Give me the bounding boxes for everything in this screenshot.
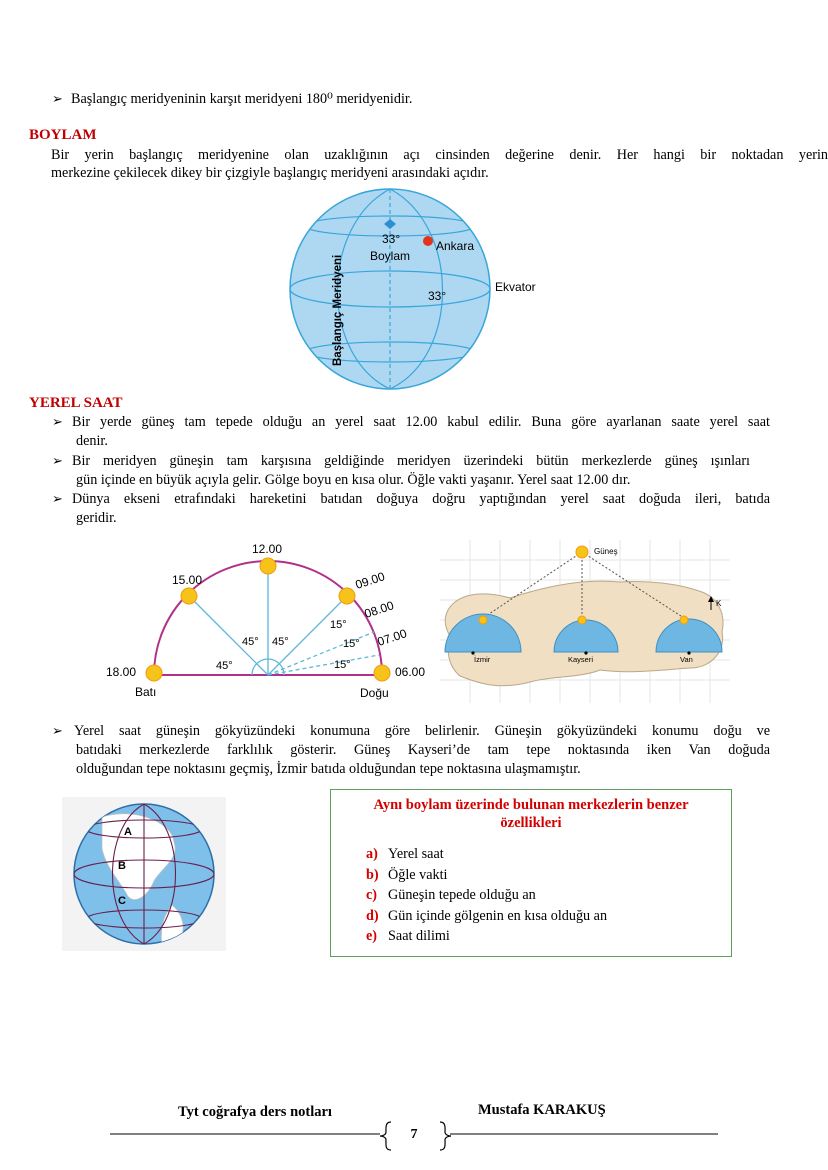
angle-45-center-right: 45° [272,636,289,648]
longitude-globe-figure [280,186,550,392]
time-1500: 15.00 [172,573,203,587]
boylam-heading: BOYLAM [29,127,97,143]
angle-45-center-left: 45° [242,636,259,648]
dogu-label: Doğu [360,686,389,700]
sun-icon [374,665,390,681]
point-b-label: B [118,860,126,872]
page-number: 7 [410,1127,418,1142]
bullet-arrow-icon: ➢ [52,491,63,506]
ekvator-label: Ekvator [495,280,536,294]
bullet-arrow-icon: ➢ [52,91,63,106]
list-item: b) Öğle vakti [366,866,448,883]
bullet-arrow-icon: ➢ [52,414,63,429]
features-list [366,844,731,947]
footer-author: Mustafa KARAKUŞ [478,1102,606,1118]
prime-meridian-label: Başlangıç Meridyeni [332,254,344,366]
sun-icon [260,558,276,574]
meridian-globe-figure [62,797,226,951]
position-text-line1: Yerel saat güneşin gökyüzündeki konumuna göre belirlenir. Güneşin gökyüzündeki konumu doğu ve [74,723,770,739]
time-1200: 12.00 [252,542,283,556]
time-0600: 06.00 [395,665,426,679]
point-c-label: C [118,895,126,907]
sun-icon [339,588,355,604]
position-text-line2: batıdaki merkezlerde farklılık gösterir. Güneş Kayseri’de tam tepe noktasında iken Van doğuda [76,742,770,758]
sun-icon [576,546,588,558]
boylam-label: Boylam [370,249,411,263]
north-label: K [716,599,722,608]
angle-15-c: 15° [334,659,351,671]
features-box-title-line1: Aynı boylam üzerinde bulunan merkezlerin benzer [373,797,689,813]
yerel-saat-bullet3-line1: Dünya ekseni etrafındaki hareketini batıdan doğuya doğru yaptığından yerel saat doğuda ileri, batıda [72,491,770,507]
features-box-title-line2: özellikleri [500,815,562,831]
bullet-arrow-icon: ➢ [52,723,63,738]
list-item: d) Gün içinde gölgenin en kısa olduğu an [366,907,608,924]
sun-icon [181,588,197,604]
footer-course-title: Tyt coğrafya ders notları [178,1104,332,1120]
gunes-label: Güneş [594,547,618,556]
izmir-label: İzmir [474,655,491,664]
sun-position-diagram [98,536,440,708]
boylam-text-line1: Bir yerin başlangıç meridyenine olan uzaklığının açı cinsinden değerine denir. Her hangi bir noktadan yerin [51,147,828,163]
bati-label: Batı [135,685,157,699]
features-box-title [331,796,731,832]
yerel-saat-bullet1-line2: denir. [76,433,108,449]
yerel-saat-bullet2-line2: gün içinde en büyük açıyla gelir. Gölge boyu en kısa olur. Öğle vakti yaşanır. Yerel saat 12.00 dır. [76,472,631,488]
list-item: c) Güneşin tepede olduğu an [366,887,536,903]
angle-mid-label: 33° [428,289,447,303]
time-1800: 18.00 [106,665,137,679]
yerel-saat-bullet1-line1: Bir yerde güneş tam tepede olduğu an yerel saat 12.00 kabul edilir. Buna göre ayarlanan saate yerel saat [72,414,770,430]
boylam-text-line2: merkezine çekilecek dikey bir çizgiyle başlangıç meridyeni arasındaki açıdır. [51,165,489,181]
kayseri-label: Kayseri [568,655,594,664]
list-item: a) Yerel saat [366,846,444,862]
position-text-line3: olduğundan tepe noktasını geçmiş, İzmir batıda olduğundan tepe noktasına ulaşmamıştır. [76,761,581,777]
ankara-dot [423,236,433,246]
point-a-label: A [124,826,132,838]
sun-icon [146,665,162,681]
bullet-arrow-icon: ➢ [52,453,63,468]
turkey-map-figure [440,540,730,703]
intro-bullet-text: Başlangıç meridyeninin karşıt meridyeni 180⁰ meridyenidir. [71,91,413,107]
time-0900: 09.00 [353,569,387,592]
angle-45-left: 45° [216,660,233,672]
van-label: Van [680,655,693,664]
ankara-label: Ankara [436,239,475,253]
list-item: e) Saat dilimi [366,928,450,944]
yerel-saat-heading: YEREL SAAT [29,395,123,411]
angle-15-a: 15° [330,619,347,631]
same-longitude-features-box [330,789,732,957]
yerel-saat-bullet2-line1: Bir meridyen güneşin tam karşısına geldiğinde meridyen üzerindeki bütün merkezlerde güneş ışınları [72,453,750,469]
time-0700: 07.00 [375,626,409,649]
time-0800: 08.00 [362,598,396,621]
yerel-saat-bullet3-line2: geridir. [76,510,117,526]
angle-top-label: 33° [382,232,401,246]
angle-15-b: 15° [343,638,360,650]
